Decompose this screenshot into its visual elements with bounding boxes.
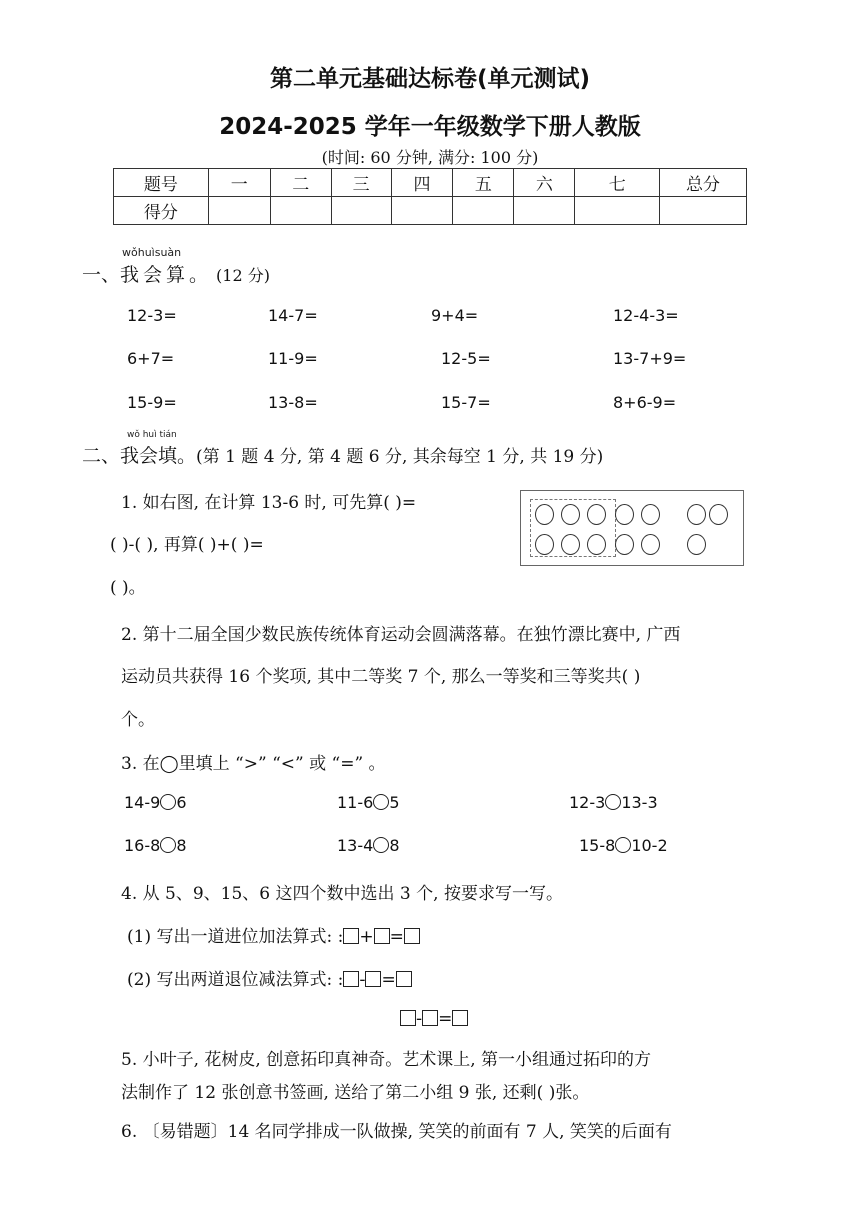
calc-item: 12-5=	[441, 349, 491, 368]
q5-line-2: 法制作了 12 张创意书签画, 送给了第二小组 9 张, 还剩( )张。	[121, 1083, 590, 1103]
score-table	[113, 168, 747, 225]
q2-line-3: 个。	[121, 710, 155, 730]
section2-heading	[82, 441, 603, 468]
title-line-1: 第二单元基础达标卷(单元测试)	[269, 66, 591, 92]
calc-item: 15-9=	[127, 393, 177, 412]
calc-item: 12-4-3=	[613, 306, 679, 325]
table-cell: 二	[270, 169, 331, 197]
q2-line-2: 运动员共获得 16 个奖项, 其中二等奖 7 个, 那么一等奖和三等奖共( )	[121, 667, 641, 687]
answer-box[interactable]	[404, 928, 420, 944]
counter-circle	[641, 504, 660, 525]
calc-item: 14-7=	[268, 306, 318, 325]
q4-part-1: (1) 写出一道进位加法算式: : + =	[127, 922, 420, 947]
counter-circle	[535, 504, 554, 525]
calc-item: 9+4=	[431, 306, 479, 325]
answer-box[interactable]	[374, 928, 390, 944]
counters-figure	[520, 490, 744, 566]
table-cell: 六	[514, 169, 575, 197]
score-input-cell[interactable]	[453, 197, 514, 225]
answer-box[interactable]	[396, 971, 412, 987]
answer-box[interactable]	[400, 1010, 416, 1026]
compare-item	[124, 836, 187, 855]
section1-dot: 。	[189, 264, 209, 286]
calc-item: 8+6-9=	[613, 393, 677, 412]
compare-right: 13-3	[621, 793, 658, 812]
section1-number: 一、	[82, 264, 121, 286]
q3-instruction: 3. 在◯里填上 “>” “<” 或 “=” 。	[121, 754, 386, 774]
compare-right: 10-2	[631, 836, 668, 855]
compare-item	[337, 836, 400, 855]
compare-left: 12-3	[569, 793, 606, 812]
counter-circle	[587, 504, 606, 525]
table-cell: 题号	[114, 169, 209, 197]
subtitle: (时间: 60 分钟, 满分: 100 分)	[321, 148, 539, 167]
counter-circle	[587, 534, 606, 555]
counter-circle	[709, 504, 728, 525]
counter-circle	[535, 534, 554, 555]
compare-left: 11-6	[337, 793, 374, 812]
section2-title: 我会填。	[120, 445, 197, 467]
section2-pinyin: wǒ huì tián	[127, 430, 177, 440]
compare-item	[124, 793, 187, 812]
score-input-cell[interactable]	[270, 197, 331, 225]
q5-line-1: 5. 小叶子, 花树皮, 创意拓印真神奇。艺术课上, 第一小组通过拓印的方	[121, 1050, 652, 1070]
table-cell: 七	[575, 169, 660, 197]
compare-right: 6	[176, 793, 187, 812]
section2-points: (第 1 题 4 分, 第 4 题 6 分, 其余每空 1 分, 共 19 分)	[196, 447, 604, 467]
calc-item: 15-7=	[441, 393, 491, 412]
counter-circle	[687, 534, 706, 555]
compare-item	[579, 836, 668, 855]
table-cell: 一	[208, 169, 270, 197]
answer-box[interactable]	[452, 1010, 468, 1026]
table-cell: 五	[453, 169, 514, 197]
compare-right: 5	[389, 793, 400, 812]
compare-left: 13-4	[337, 836, 374, 855]
table-cell: 得分	[114, 197, 209, 225]
calc-item: 13-8=	[268, 393, 318, 412]
compare-item	[337, 793, 400, 812]
calc-item: 6+7=	[127, 349, 175, 368]
section1-heading	[82, 260, 270, 287]
calc-item: 13-7+9=	[613, 349, 687, 368]
score-table-header-row	[114, 169, 747, 197]
compare-circle[interactable]	[160, 794, 176, 810]
table-cell: 四	[391, 169, 453, 197]
compare-circle[interactable]	[615, 837, 631, 853]
compare-left: 16-8	[124, 836, 161, 855]
compare-left: 15-8	[579, 836, 616, 855]
counter-circle	[687, 504, 706, 525]
section1-title: 我会算	[120, 264, 190, 286]
compare-right: 8	[176, 836, 187, 855]
answer-box[interactable]	[422, 1010, 438, 1026]
compare-circle[interactable]	[605, 794, 621, 810]
section2-number: 二、	[82, 445, 121, 467]
section1-pinyin: wǒhuìsuàn	[122, 246, 182, 259]
score-input-cell[interactable]	[208, 197, 270, 225]
score-input-cell[interactable]	[514, 197, 575, 225]
table-cell: 总分	[660, 169, 747, 197]
answer-box[interactable]	[365, 971, 381, 987]
counter-circle	[615, 504, 634, 525]
score-input-cell[interactable]	[575, 197, 660, 225]
compare-right: 8	[389, 836, 400, 855]
q4-part-2: (2) 写出两道退位减法算式: : - =	[127, 965, 412, 990]
q1-line-3: ( )。	[110, 578, 146, 598]
q1-line-1: 1. 如右图, 在计算 13-6 时, 可先算( )=	[121, 493, 417, 513]
compare-circle[interactable]	[373, 837, 389, 853]
calc-item: 12-3=	[127, 306, 177, 325]
score-input-cell[interactable]	[660, 197, 747, 225]
compare-circle[interactable]	[160, 837, 176, 853]
q4-instruction: 4. 从 5、9、15、6 这四个数中选出 3 个, 按要求写一写。	[121, 884, 563, 904]
section1-points: (12 分)	[216, 266, 270, 285]
counter-circle	[561, 534, 580, 555]
title-line-2: 2024-2025 学年一年级数学下册人教版	[219, 114, 641, 140]
answer-box[interactable]	[343, 971, 359, 987]
compare-item	[569, 793, 658, 812]
calc-item: 11-9=	[268, 349, 318, 368]
q1-line-2: ( )-( ), 再算( )+( )=	[110, 535, 264, 555]
score-input-cell[interactable]	[331, 197, 391, 225]
counter-circle	[641, 534, 660, 555]
q2-line-1: 2. 第十二届全国少数民族传统体育运动会圆满落幕。在独竹漂比赛中, 广西	[121, 625, 681, 645]
q4-part-2-label: (2) 写出两道退位减法算式: :	[127, 970, 344, 990]
compare-left: 14-9	[124, 793, 161, 812]
q6-line-1: 6. 〔易错题〕14 名同学排成一队做操, 笑笑的前面有 7 人, 笑笑的后面有	[121, 1122, 672, 1142]
answer-box[interactable]	[343, 928, 359, 944]
counter-circle	[615, 534, 634, 555]
compare-circle[interactable]	[373, 794, 389, 810]
counter-circle	[561, 504, 580, 525]
score-table-score-row	[114, 197, 747, 225]
q4-part-2-second-equation: - =	[400, 1009, 468, 1029]
score-input-cell[interactable]	[391, 197, 453, 225]
table-cell: 三	[331, 169, 391, 197]
q4-part-1-label: (1) 写出一道进位加法算式: :	[127, 927, 344, 947]
